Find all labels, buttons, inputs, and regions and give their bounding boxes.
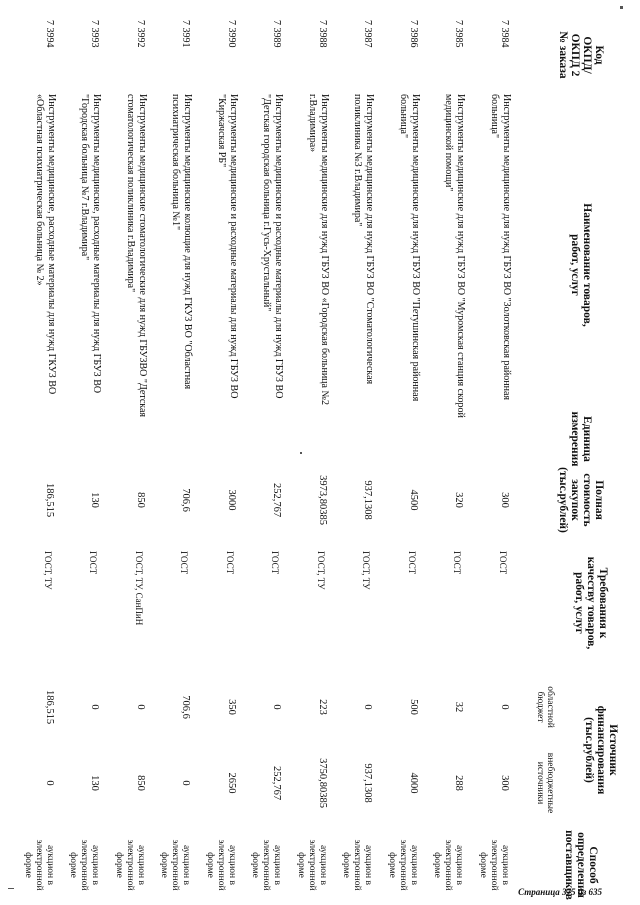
row-code: 7 3987: [362, 20, 374, 48]
row-method: аукцион в электронной форме: [205, 839, 237, 891]
row-requirements: ГОСТ: [225, 551, 235, 575]
row-regional-budget: 0: [499, 704, 510, 710]
row-method: аукцион в электронной форме: [23, 839, 55, 891]
scan-speck: [8, 888, 14, 889]
row-method: аукцион в электронной форме: [250, 839, 283, 891]
row-name: Инструменты медицинские для нужд ГБУЗ ВО «Городская больница №2 г.Владимира»: [307, 94, 330, 406]
row-method: аукцион в электронной форме: [432, 839, 465, 891]
table-row: [5, 0, 57, 905]
table-row: [278, 0, 330, 905]
header-cost: Полная стоимость закупок (тыс.рублей): [557, 467, 605, 533]
row-requirements: ГОСТ: [452, 551, 463, 575]
row-name: Инструменты медицинские и расходные материалы для нужд ГБУЗ ВО "Детская городская больница г.Гусь-Хрустальный": [261, 94, 285, 399]
table-row: [369, 0, 421, 905]
row-code: 7 3990: [226, 20, 237, 48]
row-method: аукцион в электронной форме: [478, 839, 510, 891]
row-regional-budget: 0: [362, 704, 374, 710]
row-cost: 937,1308: [362, 480, 374, 520]
row-regional-budget: 0: [135, 704, 146, 710]
row-requirements: ГОСТ, ТУ: [316, 551, 326, 590]
row-extra-budget: 3750,80385: [317, 758, 328, 808]
row-cost: 300: [499, 492, 510, 508]
header-name: Наименование товаров, работ, услуг: [569, 203, 593, 327]
row-regional-budget: 0: [89, 704, 101, 710]
row-cost: 320: [453, 492, 465, 508]
row-requirements: ГОСТ, ТУ, СанПиН: [134, 551, 144, 626]
row-requirements: ГОСТ, ТУ: [361, 551, 372, 590]
row-extra-budget: 130: [89, 775, 101, 791]
scan-speck: [300, 452, 302, 454]
row-extra-budget: 2650: [226, 772, 237, 794]
row-name: Инструменты медицинские, расходные материалы для нужд ГКУЗ ВО «Областная психиатрическая больница № 2»: [34, 94, 57, 395]
row-method: аукцион в электронной форме: [296, 839, 328, 891]
row-extra-budget: 300: [499, 775, 510, 791]
row-cost: 3000: [226, 489, 237, 511]
header-code: Код ОКПД/ ОКПД 2 № заказа: [557, 31, 605, 79]
table-row: [324, 0, 376, 905]
row-cost: 706,6: [180, 488, 192, 512]
row-regional-budget: 186,515: [44, 689, 55, 725]
table-row: [415, 0, 467, 905]
row-extra-budget: 850: [135, 775, 146, 791]
row-code: 7 3986: [408, 20, 419, 48]
table-row: [233, 0, 285, 905]
table-row: [96, 0, 148, 905]
row-name: Инструменты медицинские стоматологические для нужд ГБУЗВО "Детская стоматологическая поликлиника г.Владимира": [125, 94, 148, 417]
row-cost: 130: [89, 492, 101, 508]
header-requirements: Требования к качеству товаров, работ, услуг: [573, 556, 609, 650]
header-unit: Единица измерения: [569, 411, 593, 467]
row-code: 7 3992: [135, 20, 146, 48]
row-code: 7 3985: [453, 20, 465, 48]
row-requirements: ГОСТ: [270, 551, 281, 575]
row-extra-budget: 252,767: [271, 765, 283, 801]
table-row: [51, 0, 103, 905]
row-method: аукцион в электронной форме: [114, 839, 146, 891]
row-code: 7 3993: [89, 20, 101, 48]
row-requirements: ГОСТ: [179, 551, 190, 575]
row-code: 7 3988: [317, 20, 328, 48]
header-source-regional: областной бюджет: [535, 686, 555, 728]
table-row: [187, 0, 239, 905]
header-method: Способ определения поставщиков: [563, 830, 599, 900]
row-extra-budget: 288: [453, 775, 465, 791]
table-row: [460, 0, 512, 905]
row-regional-budget: 0: [271, 704, 283, 710]
row-requirements: ГОСТ: [407, 551, 417, 575]
table-row: [142, 0, 194, 905]
row-regional-budget: 706,6: [180, 695, 192, 719]
row-code: 7 3991: [180, 20, 192, 48]
row-cost: 3973,80385: [317, 475, 328, 525]
row-code: 7 3989: [271, 20, 283, 48]
header-source-extra: внебюджетные источники: [535, 752, 555, 814]
row-code: 7 3984: [499, 20, 510, 48]
row-requirements: ГОСТ: [498, 551, 508, 575]
row-name: Инструменты медицинские для нужд ГБУЗ ВО "Золотковская районная больница": [489, 94, 512, 400]
row-cost: 850: [135, 492, 146, 508]
row-extra-budget: 4000: [408, 772, 419, 794]
row-method: аукцион в электронной форме: [341, 839, 374, 891]
row-name: Инструменты медицинские, расходные материалы для нужд ГБУЗ ВО "Городская больница №7 г.Владимира": [79, 94, 103, 394]
row-name: Инструменты медицинские для нужд ГБУЗ ВО "Стоматологическая поликлиника №3 г.Владимира": [352, 94, 376, 385]
row-cost: 4500: [408, 489, 419, 511]
row-method: аукцион в электронной форме: [387, 839, 419, 891]
page-number: Страница 375 из 635: [518, 887, 602, 897]
row-cost: 252,767: [271, 482, 283, 518]
row-method: аукцион в электронной форме: [68, 839, 101, 891]
row-requirements: ГОСТ, ТУ: [43, 551, 53, 590]
row-code: 7 3994: [44, 20, 55, 48]
header-source: Источник финансирования (тыс.рублей): [583, 705, 619, 795]
row-name: Инструменты медицинские колющие для нужд ГКУЗ ВО "Областная психиатрическая больница №1": [170, 94, 194, 390]
row-extra-budget: 0: [44, 780, 55, 786]
row-name: Инструменты медицинские и расходные материалы для нужд ГБУЗ ВО "Киржачская РБ": [216, 94, 239, 399]
row-method: аукцион в электронной форме: [159, 839, 192, 891]
row-regional-budget: 32: [453, 701, 465, 713]
row-extra-budget: 937,1308: [362, 763, 374, 803]
scan-speck: [620, 6, 623, 9]
row-regional-budget: 223: [317, 699, 328, 715]
row-cost: 186,515: [44, 482, 55, 518]
row-name: Инструменты медицинские для нужд ГБУЗ ВО "Муромская станция скорой медицинской помощи": [443, 94, 467, 418]
row-regional-budget: 500: [408, 699, 419, 715]
row-name: Инструменты медицинские для нужд ГБУЗ ВО "Петушинская районная больница": [398, 94, 421, 402]
row-requirements: ГОСТ: [88, 551, 99, 575]
row-regional-budget: 350: [226, 699, 237, 715]
row-extra-budget: 0: [180, 780, 192, 786]
